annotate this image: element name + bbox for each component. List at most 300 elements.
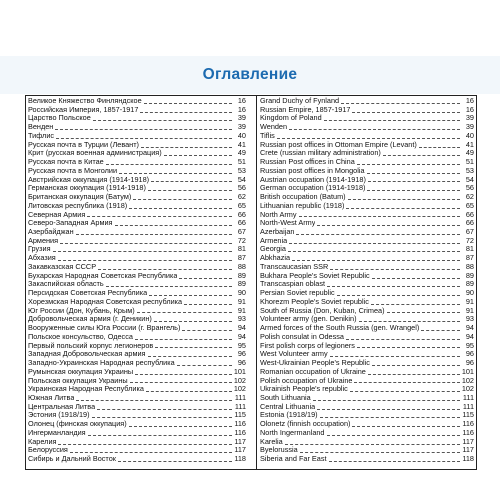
toc-entry-label: First polish corps of legioners [260, 341, 355, 350]
toc-entry-label: Польское консульство, Одесса [28, 332, 133, 341]
dot-leader [313, 400, 460, 401]
dot-leader [329, 461, 460, 462]
toc-entry[interactable] [260, 132, 474, 141]
toc-entry-page: 41 [237, 139, 246, 149]
toc-entry[interactable] [260, 167, 474, 176]
toc-entry-page: 115 [234, 410, 246, 420]
dot-leader [337, 295, 460, 296]
toc-entry[interactable] [28, 280, 246, 289]
dot-leader [53, 251, 232, 252]
dot-leader [367, 190, 460, 191]
dot-leader [149, 295, 232, 296]
toc-entry-page: 65 [465, 200, 474, 210]
toc-entry-page: 88 [237, 261, 246, 271]
toc-entry-page: 90 [237, 288, 246, 298]
dot-leader [115, 225, 233, 226]
toc-entry[interactable] [28, 307, 246, 316]
toc-entry[interactable] [28, 202, 246, 211]
dot-leader [70, 452, 232, 453]
dot-leader [148, 356, 233, 357]
toc-entry[interactable] [260, 377, 474, 386]
toc-entry[interactable] [260, 342, 474, 351]
dot-leader [97, 409, 232, 410]
toc-entry-page: 16 [237, 104, 246, 114]
toc-entry[interactable] [28, 289, 246, 298]
toc-entry-label: Австрийская оккупация (1914-1918) [28, 175, 150, 184]
toc-entry-page: 91 [465, 296, 474, 306]
toc-entry[interactable] [28, 342, 246, 351]
toc-entry-label: Украинская Народная Республика [28, 385, 144, 394]
toc-entry-label: Lithuanian republic (1918) [260, 201, 345, 210]
toc-entry-label: Грузия [28, 245, 51, 254]
toc-entry-page: 111 [234, 392, 246, 402]
toc-entry-page: 54 [465, 174, 474, 184]
dot-leader [346, 208, 460, 209]
toc-entry[interactable] [28, 167, 246, 176]
toc-entry[interactable] [28, 228, 246, 237]
toc-entry-label: Olonetz (finnish occupation) [260, 420, 351, 429]
toc-entry-page: 88 [465, 261, 474, 271]
toc-entry[interactable] [28, 158, 246, 167]
toc-entry-label: Armed forces of the South Russia (gen. Wrangel) [260, 324, 420, 333]
dot-leader [357, 347, 460, 348]
toc-entry-page: 116 [234, 427, 246, 437]
toc-entry-label: Armenia [260, 236, 288, 245]
toc-entry-page: 95 [465, 340, 474, 350]
toc-entry[interactable] [28, 420, 246, 429]
toc-entry-label: Северо-Западная Армия [28, 219, 113, 228]
toc-entry[interactable] [260, 307, 474, 316]
dot-leader [76, 234, 232, 235]
toc-entry[interactable] [28, 193, 246, 202]
toc-entry-page: 51 [237, 157, 246, 167]
toc-entry[interactable] [260, 315, 474, 324]
toc-entry-page: 89 [237, 279, 246, 289]
toc-entry-label: Русская почта в Турции (Левант) [28, 140, 139, 149]
toc-entry-label: Сибирь и Дальний Восток [28, 455, 116, 464]
dot-leader [288, 251, 460, 252]
toc-entry-page: 89 [465, 270, 474, 280]
dot-leader [118, 461, 232, 462]
toc-entry[interactable] [260, 106, 474, 115]
toc-entry[interactable] [260, 237, 474, 246]
toc-entry[interactable] [260, 368, 474, 377]
toc-entry[interactable] [260, 359, 474, 368]
toc-entry-page: 94 [237, 323, 246, 333]
toc-entry-page: 72 [465, 235, 474, 245]
toc-entry[interactable] [260, 280, 474, 289]
toc-entry-page: 67 [465, 227, 474, 237]
column-divider [256, 95, 257, 470]
toc-entry-label: Khorezm People's Soviet republic [260, 297, 369, 306]
toc-entry-label: Бухарская Народная Советская Республика [28, 271, 178, 280]
toc-entry-page: 111 [462, 392, 474, 402]
toc-entry-page: 118 [234, 454, 246, 464]
toc-entry-page: 93 [465, 314, 474, 324]
dot-leader [350, 391, 460, 392]
toc-entry-page: 51 [465, 157, 474, 167]
dot-leader [317, 225, 460, 226]
toc-entry[interactable] [260, 333, 474, 342]
dot-leader [327, 286, 460, 287]
toc-entry[interactable] [28, 324, 246, 333]
toc-entry[interactable] [260, 123, 474, 132]
dot-leader [88, 435, 232, 436]
dot-leader [357, 164, 460, 165]
toc-entry-page: 87 [465, 253, 474, 263]
toc-entry-page: 54 [237, 174, 246, 184]
toc-entry[interactable] [28, 429, 246, 438]
toc-entry-page: 96 [237, 349, 246, 359]
toc-entry[interactable] [28, 446, 246, 455]
toc-entry[interactable] [28, 298, 246, 307]
dot-leader [130, 382, 232, 383]
toc-entry-page: 16 [237, 96, 246, 105]
dot-leader [354, 382, 459, 383]
dot-leader [58, 444, 232, 445]
toc-entry-page: 96 [465, 358, 474, 368]
dot-leader [140, 112, 232, 113]
dot-leader [341, 103, 460, 104]
toc-entry[interactable] [28, 97, 246, 106]
page-title: Оглавление [202, 66, 298, 83]
toc-entry-label: Вооруженные силы Юга России (г. Врангель) [28, 324, 181, 333]
toc-entry-label: Абхазия [28, 254, 56, 263]
toc-entry-page: 66 [237, 209, 246, 219]
toc-entry-label: Тифлис [28, 131, 55, 140]
dot-leader [148, 190, 232, 191]
toc-entry[interactable] [28, 219, 246, 228]
toc-entry[interactable] [260, 228, 474, 237]
toc-entry-page: 116 [462, 427, 474, 437]
toc-entry-label: Юг России (Дон, Кубань, Крым) [28, 306, 135, 315]
dot-leader [119, 173, 232, 174]
toc-entry-label: Polish occupation of Ukraine [260, 376, 353, 385]
toc-entry-label: Russian Empire, 1857-1917 [260, 105, 351, 114]
toc-entry-label: Царство Польское [28, 114, 91, 123]
toc-entry-page: 72 [237, 235, 246, 245]
toc-entry[interactable] [28, 114, 246, 123]
toc-entry-label: West-Ukrainian People's Republic [260, 359, 370, 368]
toc-entry-label: Byelorussia [260, 446, 298, 455]
dot-leader [368, 181, 460, 182]
toc-entry[interactable] [28, 272, 246, 281]
toc-entry-label: Западная Добровольческая армия [28, 350, 146, 359]
toc-entry-page: 96 [465, 349, 474, 359]
toc-entry-page: 102 [461, 375, 474, 385]
dot-leader [164, 155, 232, 156]
toc-entry[interactable] [28, 377, 246, 386]
toc-entry[interactable] [28, 254, 246, 263]
toc-entry-page: 39 [237, 113, 246, 123]
toc-entry[interactable] [260, 184, 474, 193]
dot-leader [368, 374, 460, 375]
dot-leader [154, 321, 232, 322]
toc-entry-label: Русская почта в Монголии [28, 166, 118, 175]
toc-entry-label: Армения [28, 236, 59, 245]
toc-entry-page: 62 [465, 192, 474, 202]
toc-entry[interactable] [260, 219, 474, 228]
toc-entry-page: 117 [462, 445, 474, 455]
dot-leader [182, 330, 232, 331]
dot-leader [146, 391, 232, 392]
toc-entry-label: Russian post offices in Ottoman Empire (Levant) [260, 140, 417, 149]
toc-entry-label: Wenden [260, 123, 288, 132]
toc-entry[interactable] [260, 272, 474, 281]
toc-entry[interactable] [260, 429, 474, 438]
toc-entry-page: 53 [237, 165, 246, 175]
toc-entry-label: Transcaucasian SSR [260, 262, 329, 271]
dot-leader [135, 374, 232, 375]
toc-column-russian [28, 97, 246, 464]
dot-leader [144, 103, 232, 104]
toc-entry-label: Azerbaijan [260, 228, 295, 237]
toc-entry[interactable] [28, 123, 246, 132]
toc-entry-page: 117 [234, 436, 246, 446]
toc-entry-page: 117 [462, 436, 474, 446]
toc-entry[interactable] [260, 446, 474, 455]
toc-entry-label: Karelia [260, 437, 283, 446]
toc-entry-label: Олонец (финская оккупация) [28, 420, 127, 429]
dot-leader [135, 339, 232, 340]
dot-leader [285, 444, 460, 445]
toc-entry-label: Хорезмская Народная Советская республика [28, 297, 183, 306]
toc-entry-label: South of Russia (Don, Kuban, Crimea) [260, 306, 385, 315]
dot-leader [327, 435, 461, 436]
toc-entry-page: 90 [465, 288, 474, 298]
toc-entry[interactable] [28, 211, 246, 220]
toc-column-english [260, 97, 474, 464]
toc-entry-label: Romanian occupation of Ukraine [260, 367, 366, 376]
dot-leader [155, 347, 232, 348]
toc-entry[interactable] [260, 289, 474, 298]
toc-entry[interactable] [28, 455, 246, 464]
toc-entry-page: 89 [465, 279, 474, 289]
toc-entry-label: Великое Княжество Финляндское [28, 97, 142, 105]
toc-entry[interactable] [260, 211, 474, 220]
toc-entry-page: 111 [462, 401, 474, 411]
toc-entry[interactable] [260, 394, 474, 403]
toc-entry[interactable] [260, 298, 474, 307]
toc-entry-label: Британская оккупация (Батум) [28, 193, 132, 202]
toc-entry-label: Georgia [260, 245, 286, 254]
toc-entry-page: 91 [237, 305, 246, 315]
toc-entry[interactable] [260, 254, 474, 263]
toc-entry-page: 40 [465, 130, 474, 140]
dot-leader [299, 216, 461, 217]
toc-entry-page: 39 [465, 122, 474, 132]
toc-entry-label: Austrian occupation (1914-1918) [260, 175, 366, 184]
toc-entry-page: 94 [465, 323, 474, 333]
dot-leader [367, 173, 460, 174]
toc-entry[interactable] [28, 141, 246, 150]
dot-leader [300, 452, 460, 453]
toc-entry[interactable] [28, 385, 246, 394]
toc-entry-page: 94 [465, 331, 474, 341]
toc-entry-label: Северная Армия [28, 210, 86, 219]
toc-entry-label: Персидская Советская Республика [28, 289, 148, 298]
toc-entry[interactable] [28, 438, 246, 447]
toc-entry[interactable] [260, 263, 474, 272]
toc-entry-label: Эстония (1918/19) [28, 411, 90, 420]
toc-entry[interactable] [260, 176, 474, 185]
toc-entry-page: 89 [237, 270, 246, 280]
toc-entry-page: 49 [465, 148, 474, 158]
toc-entry[interactable] [260, 97, 474, 106]
toc-entry-label: Polish consulat in Odessa [260, 332, 344, 341]
dot-leader [60, 243, 232, 244]
toc-entry-label: Persian Soviet republic [260, 289, 335, 298]
toc-entry-label: Литовская республика (1918) [28, 201, 128, 210]
toc-entry[interactable] [260, 350, 474, 359]
dot-leader [55, 129, 232, 130]
toc-entry-label: Западно-Украинская Народная республика [28, 359, 175, 368]
toc-entry-page: 91 [465, 305, 474, 315]
toc-entry-page: 96 [237, 358, 246, 368]
toc-entry[interactable] [28, 359, 246, 368]
toc-entry[interactable] [28, 403, 246, 412]
toc-entry-page: 49 [237, 148, 246, 158]
toc-entry[interactable] [28, 368, 246, 377]
toc-entry[interactable] [260, 114, 474, 123]
dot-leader [106, 286, 232, 287]
toc-entry-page: 16 [465, 104, 474, 114]
toc-entry-page: 102 [233, 384, 246, 394]
toc-entry-label: Volunteer army (gen. Denikin) [260, 315, 357, 324]
dot-leader [106, 164, 232, 165]
toc-entry-label: Румынская оккупация Украины [28, 367, 134, 376]
toc-entry[interactable] [260, 141, 474, 150]
toc-entry-page: 115 [462, 410, 474, 420]
toc-entry-label: Азербайджан [28, 228, 74, 237]
toc-entry[interactable] [28, 149, 246, 158]
toc-entry[interactable] [28, 245, 246, 254]
toc-entry-page: 81 [237, 244, 246, 254]
toc-entry[interactable] [28, 350, 246, 359]
toc-entry-page: 101 [233, 366, 246, 376]
toc-entry-label: Ukrainish People's republic [260, 385, 348, 394]
toc-entry-label: Карелия [28, 437, 57, 446]
toc-entry[interactable] [28, 333, 246, 342]
toc-entry-page: 16 [465, 96, 474, 105]
dot-leader [177, 365, 232, 366]
toc-entry[interactable] [260, 411, 474, 420]
toc-entry-label: Первый польский корпус легионеров [28, 341, 154, 350]
toc-entry[interactable] [28, 411, 246, 420]
toc-entry-label: Crete (russian military administration) [260, 149, 381, 158]
toc-entry-label: Transcaspian oblast [260, 280, 326, 289]
dot-leader [58, 260, 232, 261]
toc-entry-label: Южная Литва [28, 393, 75, 402]
toc-entry-page: 67 [237, 227, 246, 237]
dot-leader [348, 199, 460, 200]
toc-entry[interactable] [28, 176, 246, 185]
dot-leader [292, 260, 460, 261]
toc-entry[interactable] [28, 132, 246, 141]
toc-entry[interactable] [260, 324, 474, 333]
toc-entry-page: 93 [237, 314, 246, 324]
toc-entry-page: 87 [237, 253, 246, 263]
dot-leader [56, 138, 232, 139]
toc-entry[interactable] [28, 106, 246, 115]
dot-leader [296, 234, 460, 235]
toc-entry[interactable] [260, 193, 474, 202]
toc-entry-label: Российская Империя, 1857-1917 [28, 105, 139, 114]
dot-leader [352, 112, 460, 113]
toc-entry-page: 95 [237, 340, 246, 350]
dot-leader [93, 120, 232, 121]
toc-entry-label: Siberia and Far East [260, 455, 327, 464]
toc-entry-page: 56 [465, 183, 474, 193]
toc-entry-label: Russian Post offices in China [260, 158, 355, 167]
toc-entry[interactable] [260, 420, 474, 429]
toc-entry-label: Tiflis [260, 131, 275, 140]
toc-entry-label: Закавказская СССР [28, 262, 97, 271]
toc-entry-label: Abkhazia [260, 254, 291, 263]
toc-entry[interactable] [260, 158, 474, 167]
dot-leader [372, 278, 460, 279]
dot-leader [129, 426, 232, 427]
toc-entry-label: Central Lithuania [260, 402, 316, 411]
dot-leader [92, 417, 232, 418]
toc-entry-label: Венден [28, 123, 54, 132]
toc-entry[interactable] [28, 394, 246, 403]
toc-entry[interactable] [28, 184, 246, 193]
toc-entry-page: 66 [237, 218, 246, 228]
toc-entry-page: 94 [237, 331, 246, 341]
toc-entry-page: 56 [237, 183, 246, 193]
dot-leader [277, 138, 460, 139]
toc-entry[interactable] [260, 455, 474, 464]
toc-entry-page: 117 [234, 445, 246, 455]
toc-entry[interactable] [28, 263, 246, 272]
toc-entry[interactable] [260, 385, 474, 394]
toc-entry-label: Закаспийская область [28, 280, 104, 289]
dot-leader [372, 365, 460, 366]
toc-entry-page: 41 [465, 139, 474, 149]
toc-entry-page: 111 [234, 401, 246, 411]
toc-entry-page: 116 [234, 419, 246, 429]
dot-leader [289, 243, 460, 244]
toc-entry[interactable] [260, 245, 474, 254]
toc-entry-label: West Volunteer army [260, 350, 328, 359]
toc-entry-label: Центральная Литва [28, 402, 96, 411]
toc-entry-label: German occupation (1914-1918) [260, 184, 366, 193]
dot-leader [346, 339, 460, 340]
dot-leader [137, 312, 232, 313]
dot-leader [371, 304, 460, 305]
dot-leader [76, 400, 232, 401]
toc-entry[interactable] [28, 315, 246, 324]
toc-entry[interactable] [260, 202, 474, 211]
toc-entry-page: 66 [465, 218, 474, 228]
dot-leader [419, 147, 460, 148]
toc-entry[interactable] [28, 237, 246, 246]
dot-leader [87, 216, 232, 217]
dot-leader [330, 269, 460, 270]
dot-leader [383, 155, 460, 156]
dot-leader [421, 330, 460, 331]
toc-entry[interactable] [260, 149, 474, 158]
toc-entry[interactable] [260, 403, 474, 412]
toc-entry-label: North-West Army [260, 219, 316, 228]
toc-entry-label: North Ingermanland [260, 428, 325, 437]
toc-entry[interactable] [260, 438, 474, 447]
dot-leader [98, 269, 232, 270]
toc-entry-page: 91 [237, 296, 246, 306]
toc-entry-label: Польская оккупация Украины [28, 376, 128, 385]
toc-entry-page: 65 [237, 200, 246, 210]
